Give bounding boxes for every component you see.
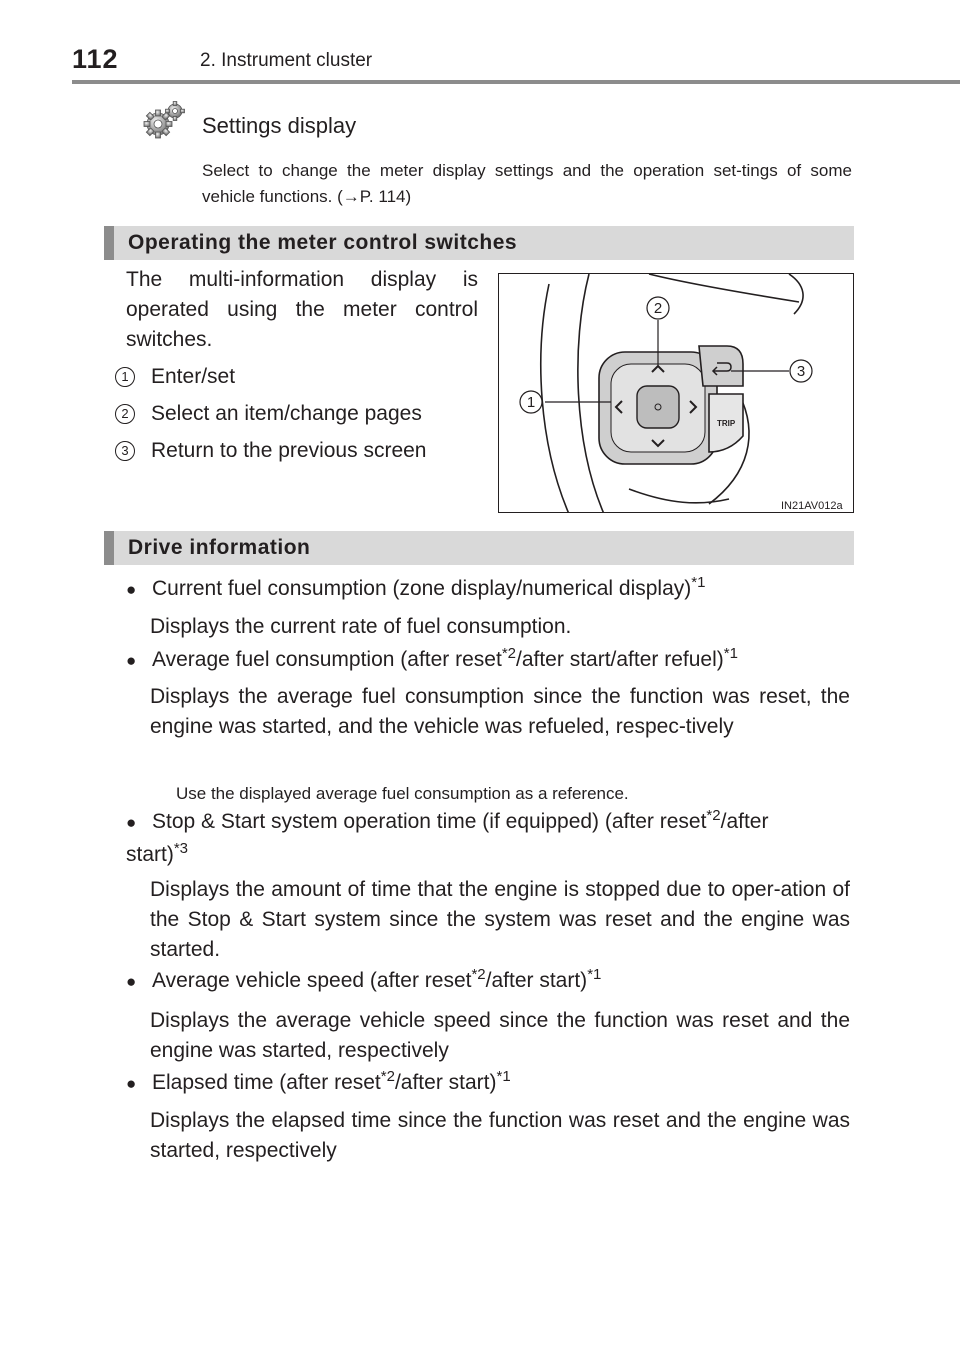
callout-3: 3 bbox=[796, 363, 806, 380]
section-heading-drive bbox=[104, 531, 854, 565]
footnote-mark: *2 bbox=[471, 966, 486, 983]
footnote-mark: *2 bbox=[380, 1068, 395, 1085]
drive-item-description: Displays the average fuel consumption since the function was reset, the engine was started, and the vehicle was refueled, respec-tively bbox=[150, 685, 850, 738]
drive-item-description: Displays the current rate of fuel consumption. bbox=[150, 615, 572, 638]
callout-1: 1 bbox=[526, 394, 536, 411]
footnote-mark: *1 bbox=[496, 1068, 511, 1085]
bullet-icon: ● bbox=[126, 651, 137, 670]
footnote-mark: *1 bbox=[587, 966, 602, 983]
drive-item-description: Displays the elapsed time since the function was reset and the engine was started, respectively bbox=[150, 1109, 850, 1162]
callout-2: 2 bbox=[653, 300, 663, 317]
drive-item-heading: ● Average fuel consumption (after reset$^{*2}$/after start/after refuel)$^{*1}$ bbox=[126, 645, 856, 676]
number-badge: 3 bbox=[115, 441, 135, 461]
bullet-icon: ● bbox=[126, 1074, 137, 1093]
section-title: Operating the meter control switches bbox=[128, 231, 518, 254]
section-heading-switches bbox=[104, 226, 854, 260]
settings-title: Settings display bbox=[202, 113, 357, 138]
settings-description: Select to change the meter display settings and the operation set-tings of some vehicle functions. (→P. 114) bbox=[202, 161, 852, 206]
bullet-icon: ● bbox=[126, 813, 137, 832]
number-badge: 1 bbox=[115, 367, 135, 387]
header-rule bbox=[72, 80, 960, 84]
item-label: Enter/set bbox=[151, 365, 236, 388]
footnote-mark: *2 bbox=[501, 645, 516, 662]
drive-item-heading: ● Stop & Start system operation time (if equipped) (after reset$^{*2}$/after start)$^{*3}$ bbox=[126, 807, 769, 866]
drive-item-heading: ● Elapsed time (after reset$^{*2}$/after start)$^{*1}$ bbox=[126, 1068, 856, 1099]
section-title: Drive information bbox=[128, 536, 311, 559]
item-label: Select an item/change pages bbox=[151, 402, 422, 425]
footnote-mark: *2 bbox=[706, 807, 721, 824]
page-number: 112 bbox=[72, 44, 119, 74]
steering-switch-illustration bbox=[499, 274, 854, 513]
footnote-mark: *3 bbox=[173, 840, 189, 857]
drive-item-description: Displays the average vehicle speed since the function was reset and the engine was started, respectively bbox=[150, 1009, 850, 1062]
steering-switch-figure bbox=[498, 273, 854, 513]
item-label: Return to the previous screen bbox=[151, 439, 427, 462]
drive-item-description: Displays the amount of time that the engine is stopped due to oper-ation of the Stop & Start system since the system was reset and the engine was started. bbox=[150, 878, 850, 961]
footnote-mark: *1 bbox=[723, 645, 738, 662]
number-badge: 2 bbox=[115, 404, 135, 424]
chapter-title: 2. Instrument cluster bbox=[200, 50, 373, 71]
drive-item-heading: ● Current fuel consumption (zone display/numerical display)$^{*1}$ bbox=[126, 574, 856, 605]
switches-intro: The multi-information display is operated using the meter control switches. bbox=[126, 268, 478, 351]
gear-icon bbox=[140, 100, 190, 140]
bullet-icon: ● bbox=[126, 580, 137, 599]
trip-button-label: TRIP bbox=[717, 419, 736, 428]
bullet-icon: ● bbox=[126, 972, 137, 991]
drive-item-heading: ● Average vehicle speed (after reset$^{*2}$/after start)$^{*1}$ bbox=[126, 966, 856, 997]
drive-item-note: Use the displayed average fuel consumption as a reference. bbox=[176, 784, 629, 803]
figure-code: IN21AV012a bbox=[781, 500, 843, 512]
footnote-mark: *1 bbox=[691, 574, 706, 591]
